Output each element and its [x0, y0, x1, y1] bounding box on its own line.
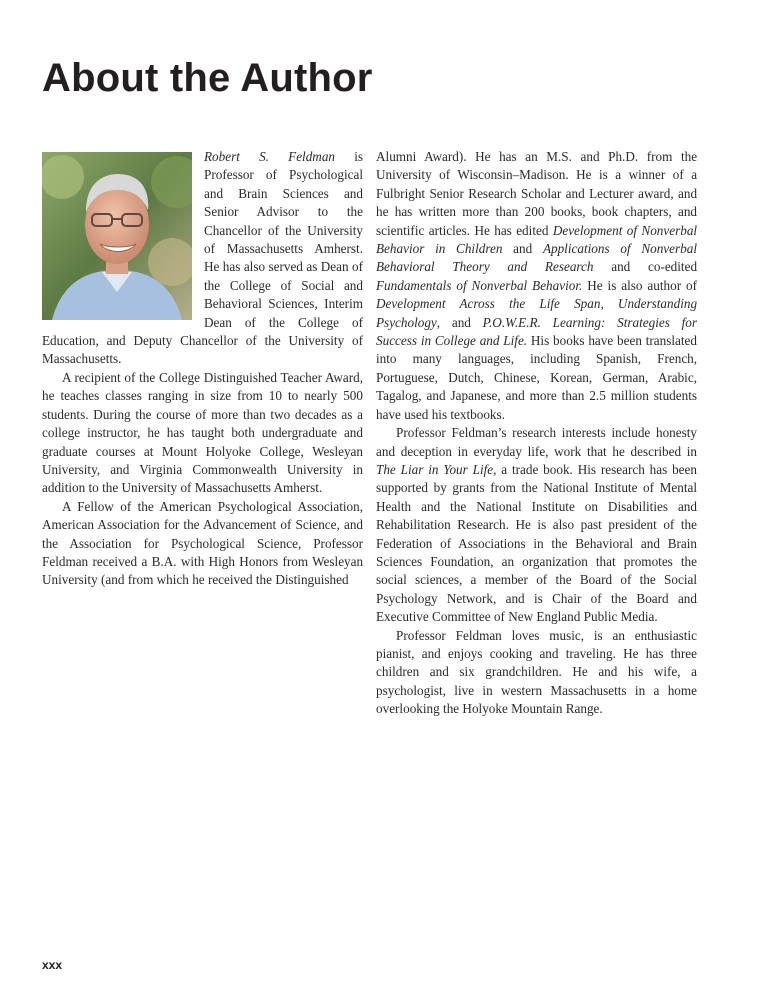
bio-paragraph-4: Professor Feldman’s research interests include honesty and deception in everyday life, work that he described in The Liar in Your Life, a trade book. His research has been supported by grants from the National Institute of Mental Health and the National Institute on Disabilities and Rehabilitation Research. He is also past president of the Federation of Associations in the Behavioral and Brain Sciences Foundation, an organization that promotes the social sciences, a member of the Board of the Social Psychology Network, and is Chair of the Board and Executive Committee of New England Public Media.: [376, 425, 697, 625]
italic-title: and: [507, 259, 528, 275]
italic-title: [445, 241, 456, 256]
italic-title: and: [479, 333, 500, 349]
italic-title: [527, 259, 545, 274]
italic-title: [495, 296, 509, 311]
italic-title: Theory: [452, 259, 490, 275]
italic-title: in: [435, 241, 446, 257]
italic-title: Development: [376, 296, 446, 312]
italic-title: [605, 315, 617, 330]
italic-title: of: [620, 241, 631, 257]
bio-paragraph-3-continued: Alumni Award). He has an M.S. and Ph.D. from the University of Wisconsin–Madison. He is a winner of a Fulbright Senior Research Scholar and Lecturer award, and he has written more than 200 books, book chapters, and scientific articles. He has edited Development of Nonverbal Behavior in Children and Applications of Nonverbal Behavioral Theory and Research and co-edited Fundamentals of Nonverbal Behavior. He is also author of Development Across the Life Span, Understanding Psychology, and P.O.W.E.R. Learning: Strategies for Success in College and Life. His books have been translated into many languages, including Spanish, French, Portuguese, Dutch, Chinese, Korean, German, Arabic, Tagalog, and Japanese, and more than 2.5 million students have used his textbooks.: [376, 149, 698, 422]
italic-title: [446, 296, 460, 311]
italic-title: [604, 296, 618, 311]
italic-title: Life: [539, 296, 560, 312]
bio-paragraph-2: A recipient of the College Distinguished Teacher Award, he teaches classes ranging in size from 10 to nearly 500 students. During the course of more than two decades as a college instructor, he has taught both undergraduate and graduate courses at Mount Holyoke College, Wesleyan University, and Virginia Commonwealth University in addition to the University of Massachusetts Amherst.: [42, 369, 363, 496]
italic-title: Nonverbal: [641, 222, 698, 238]
italic-title: Success: [376, 333, 418, 349]
italic-title: Across: [459, 296, 495, 312]
page-title: About the Author: [42, 56, 373, 100]
italic-title: [424, 241, 435, 256]
italic-title: The Liar in Your Life: [376, 461, 494, 477]
italic-title: Behavioral: [376, 259, 435, 275]
italic-title: [525, 296, 539, 311]
italic-title: College: [434, 333, 476, 349]
page-number: xxx: [42, 958, 63, 972]
italic-title: Strategies: [617, 314, 670, 330]
italic-title: [541, 315, 553, 330]
italic-title: Behavior.: [532, 277, 583, 293]
italic-title: Learning:: [552, 314, 606, 330]
italic-title: Life.: [503, 333, 528, 349]
italic-title: the: [509, 296, 526, 312]
italic-title: Children: [456, 241, 503, 257]
italic-title: Fundamentals: [376, 277, 452, 293]
italic-title: of: [626, 222, 638, 238]
italic-title: P.O.W.E.R.: [482, 314, 541, 330]
italic-title: in: [420, 333, 432, 349]
italic-title: [560, 296, 574, 311]
italic-title: [670, 315, 682, 330]
italic-title: Nonverbal: [641, 241, 697, 257]
italic-title: [490, 259, 508, 274]
italic-title: Applications: [542, 241, 610, 257]
bio-paragraph-1: Robert S. Feldman is Professor of Psychological and Brain Sciences and Senior Advisor to the Chancellor of the University of Massachusetts Amherst. He has also served as Dean of the College of Social and Behavioral Sciences, Interim Dean of the College of Education, and Deputy Chancellor of the University of Massachusetts.: [42, 149, 363, 367]
italic-title: Understanding: [617, 296, 698, 312]
italic-title: Span,: [574, 296, 604, 312]
italic-title: Nonverbal: [471, 277, 528, 293]
italic-title: Development: [552, 222, 623, 238]
italic-title: for: [681, 314, 698, 330]
italic-title: Robert S. Feldman: [204, 149, 336, 164]
italic-title: [435, 259, 453, 274]
right-column: [376, 148, 697, 719]
italic-title: of: [456, 277, 467, 293]
bio-paragraph-5: Professor Feldman loves music, is an enthusiastic pianist, and enjoys cooking and traveling. He has three children and six grandchildren. He and his wife, a psychologist, live in western Massachusetts in a home overlooking the Holyoke Mountain Range.: [376, 627, 697, 717]
author-photo: [42, 152, 192, 320]
italic-title: [610, 241, 621, 256]
bio-paragraph-3: A Fellow of the American Psychological Association, American Association for the Advancement of Science, and the Association for Psychological Science, Professor Feldman received a B.A. with High Honors from Wesleyan University (and from which he received the Distinguished: [42, 498, 364, 588]
italic-title: Psychology: [376, 314, 437, 330]
italic-title: Research: [544, 259, 594, 275]
author-portrait-icon: [42, 152, 192, 320]
italic-title: [631, 241, 642, 256]
left-column: [42, 148, 363, 590]
italic-title: Behavior: [376, 241, 425, 257]
